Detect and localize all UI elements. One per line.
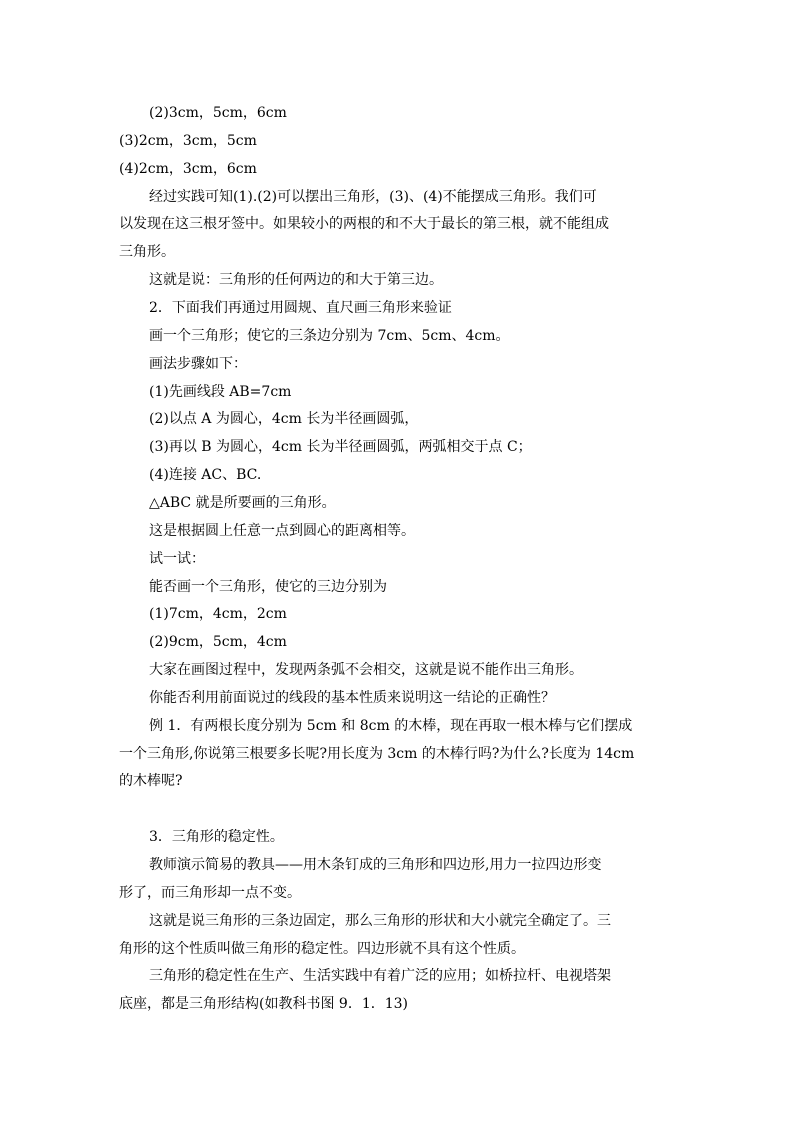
text-line: 一个三角形,你说第三根要多长呢?用长度为 3cm 的木棒行吗?为什么?长度为 14cm xyxy=(119,745,635,762)
text-line: (3)2cm，3cm，5cm xyxy=(119,132,257,149)
text-line: 这是根据圆上任意一点到圆心的距离相等。 xyxy=(149,522,415,539)
text-line: 这就是说三角形的三条边固定，那么三角形的形状和大小就完全确定了。三 xyxy=(149,912,611,929)
text-line: 的木棒呢? xyxy=(119,773,183,790)
text-line: 底座，都是三角形结构(如教科书图 9．1．13) xyxy=(119,996,409,1013)
text-line: (1)先画线段 AB=7cm xyxy=(149,383,292,400)
text-line: (1)7cm，4cm，2cm xyxy=(149,606,287,623)
text-line: 角形的这个性质叫做三角形的稳定性。四边形就不具有这个性质。 xyxy=(119,940,525,957)
text-line: (2)9cm，5cm，4cm xyxy=(149,634,287,651)
text-line: (2)以点 A 为圆心，4cm 长为半径画圆弧， xyxy=(149,411,419,428)
text-line: 经过实践可知(1).(2)可以摆出三角形，(3)、(4)不能摆成三角形。我们可 xyxy=(149,188,597,205)
text-line: 大家在画图过程中，发现两条弧不会相交，这就是说不能作出三角形。 xyxy=(149,662,583,678)
text-line: 以发现在这三根牙签中。如果较小的两根的和不大于最长的第三根，就不能组成 xyxy=(119,216,609,233)
text-line: (3)再以 B 为圆心，4cm 长为半径画圆弧，两弧相交于点 C； xyxy=(149,439,532,456)
text-line: (2)3cm，5cm，6cm xyxy=(149,105,287,121)
text-line: (4)连接 AC、BC. xyxy=(149,467,262,484)
text-line: 例 1．有两根长度分别为 5cm 和 8cm 的木棒，现在再取一根木棒与它们摆成 xyxy=(149,717,633,734)
text-line: 形了，而三角形却一点不变。 xyxy=(119,884,301,901)
text-line: 试一试： xyxy=(149,550,205,567)
text-line: 你能否利用前面说过的线段的基本性质来说明这一结论的正确性？ xyxy=(149,689,555,706)
text-line: 三角形的稳定性在生产、生活实践中有着广泛的应用；如桥拉杆、电视塔架 xyxy=(149,968,611,985)
text-line: 教师演示简易的教具——用木条钉成的三角形和四边形,用力一拉四边形变 xyxy=(149,857,602,873)
text-line: 这就是说：三角形的任何两边的和大于第三边。 xyxy=(149,272,443,289)
text-line: 三角形。 xyxy=(119,244,175,261)
text-line: △ABC 就是所要画的三角形。 xyxy=(149,494,336,511)
text-line: 能否画一个三角形，使它的三边分别为 xyxy=(149,578,387,595)
text-line: 2．下面我们再通过用圆规、直尺画三角形来验证 xyxy=(149,300,452,316)
text-line: 3．三角形的稳定性。 xyxy=(149,829,284,846)
text-line: 画一个三角形；使它的三条边分别为 7cm、5cm、4cm。 xyxy=(149,327,510,344)
text-line: 画法步骤如下： xyxy=(149,355,247,372)
text-line: (4)2cm，3cm，6cm xyxy=(119,160,257,177)
